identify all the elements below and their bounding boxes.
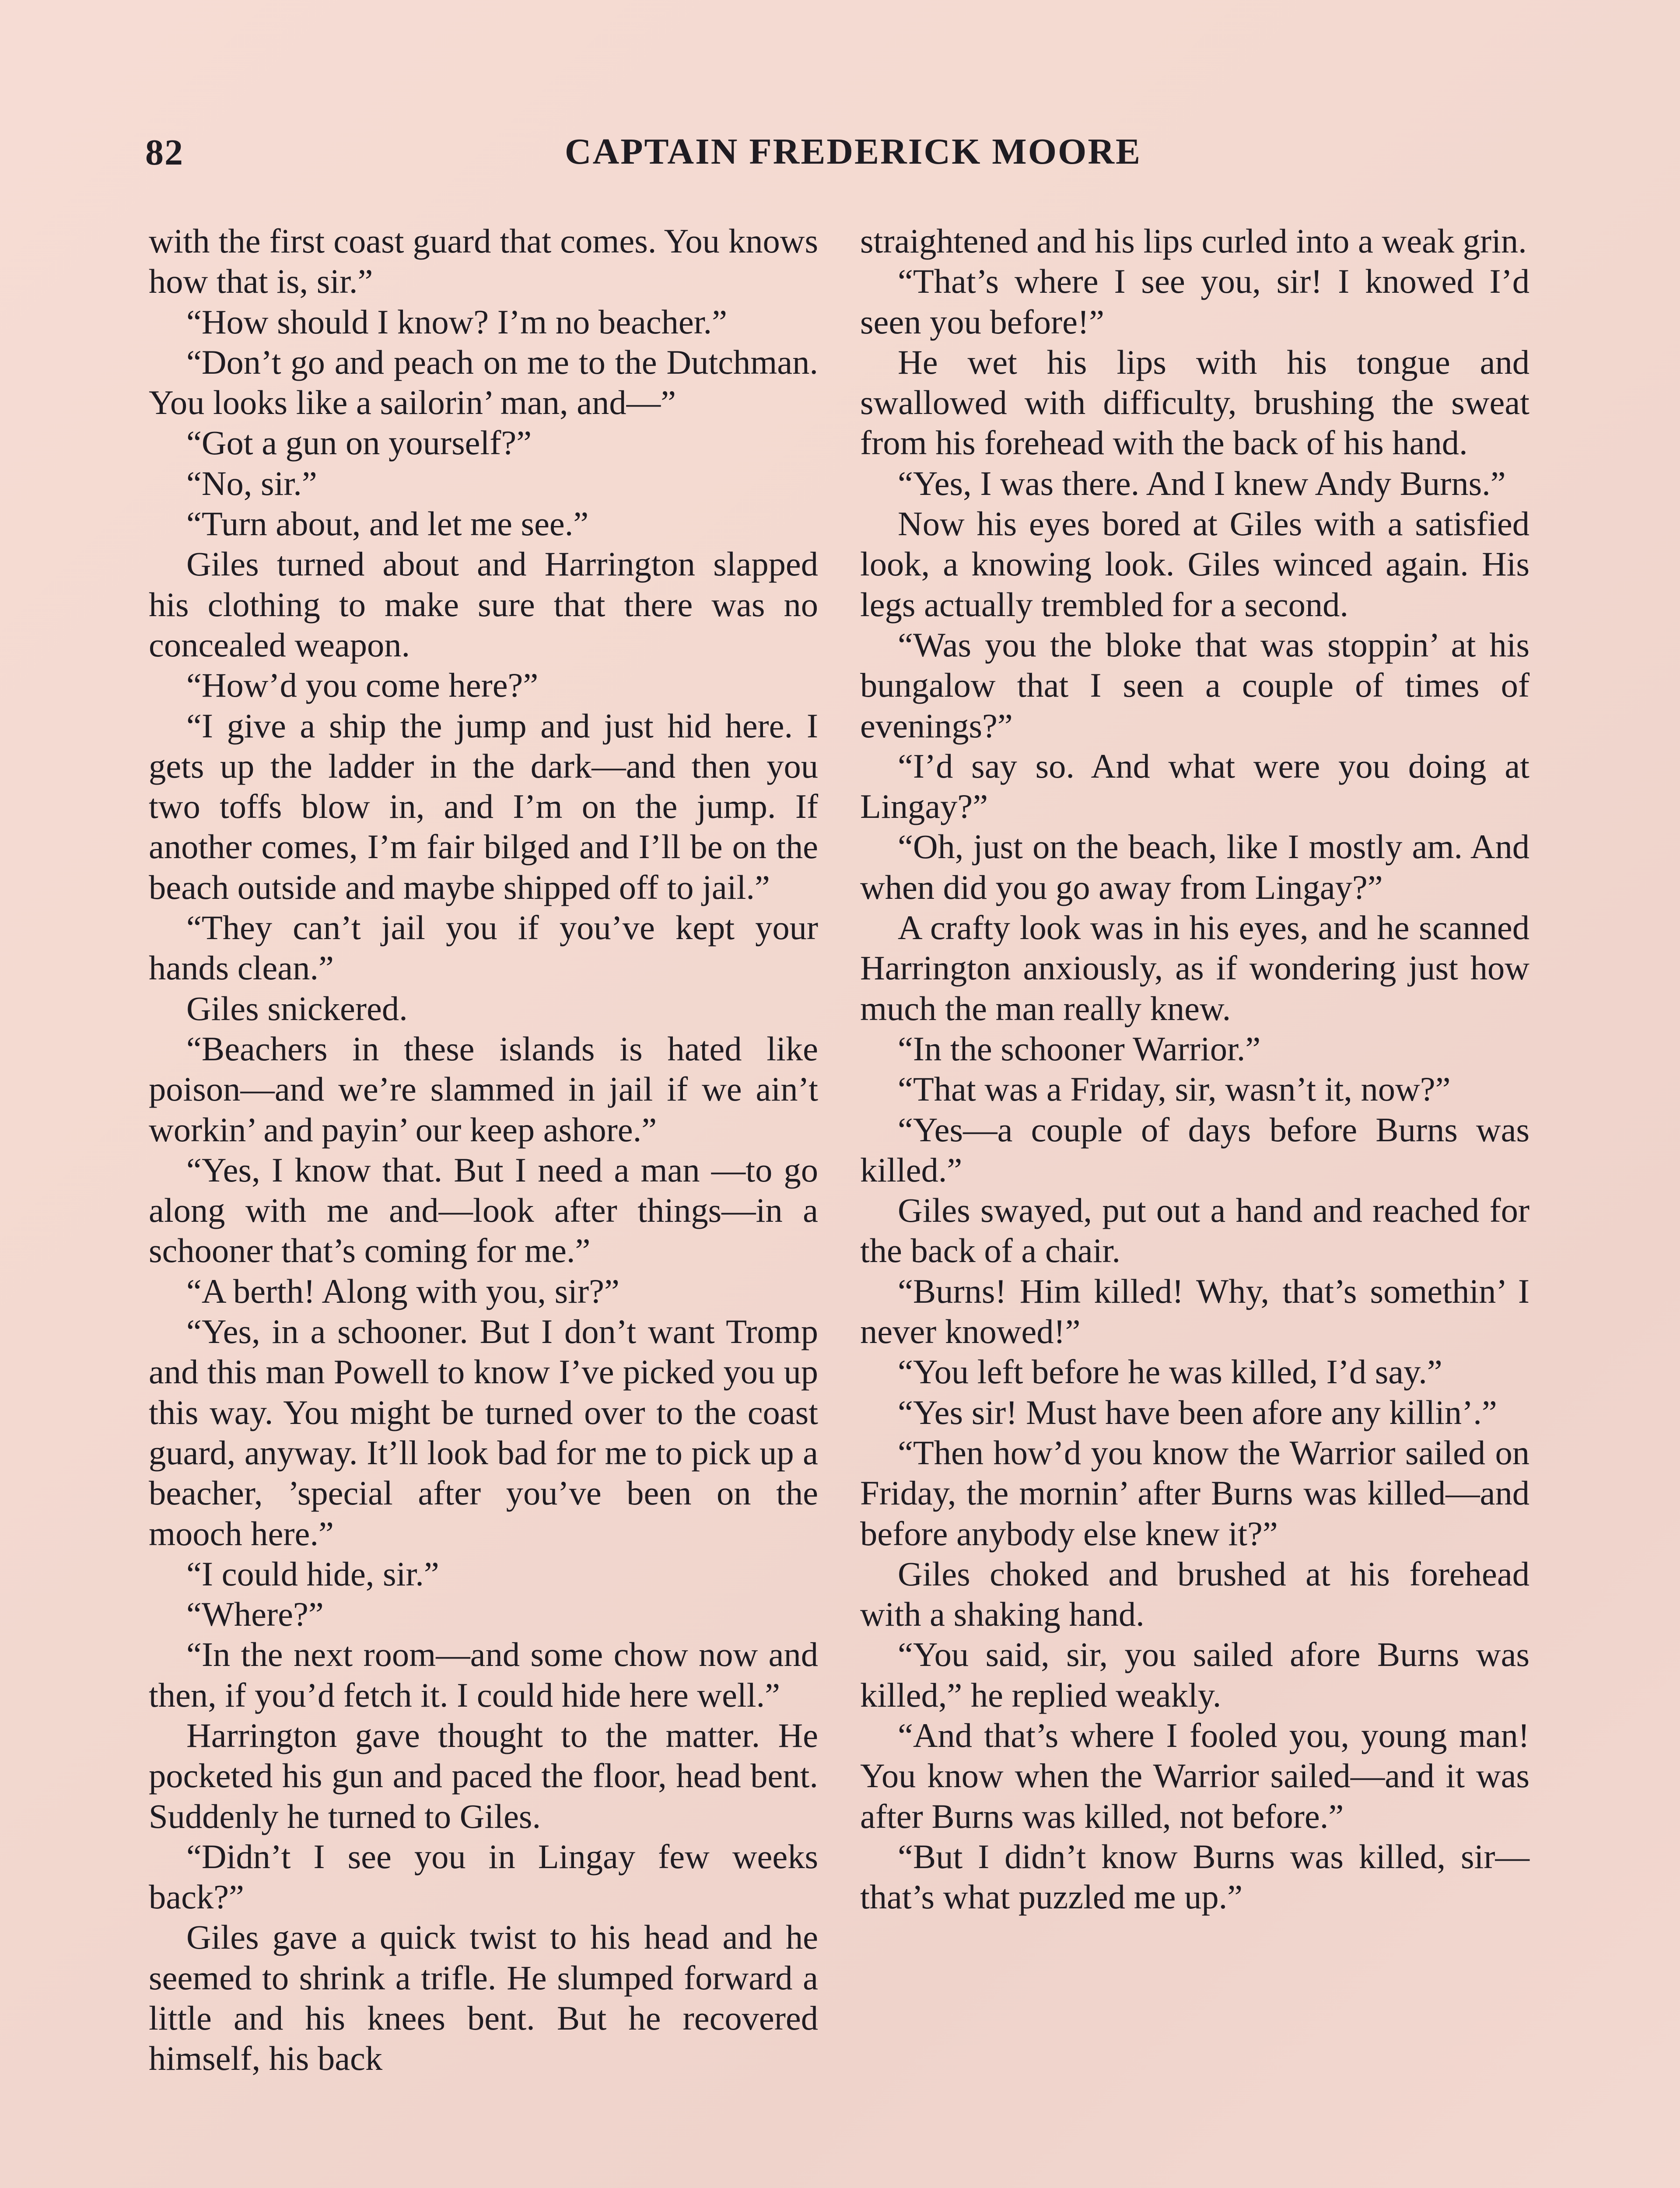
paragraph: “Got a gun on yourself?” [186,424,532,462]
page-number: 82 [145,132,184,173]
paragraph: “Didn’t I see you in Lingay few weeks back?” [149,1837,818,1916]
paragraph: “Yes sir! Must have been afore any killin’.” [898,1393,1497,1431]
paragraph: “You left before he was killed, I’d say.” [898,1353,1442,1391]
paragraph: “Don’t go and peach on me to the Dutchman. You looks like a sailorin’ man, and—” [149,343,818,422]
paragraph: “Yes, I know that. But I need a man —to go along with me and—look after things—in a schooner that’s coming for me.” [149,1150,818,1270]
left-text-column [149,221,818,2079]
paragraph: “A berth! Along with you, sir?” [186,1272,620,1310]
paragraph: “But I didn’t know Burns was killed, sir—that’s what puzzled me up.” [860,1837,1530,1916]
running-head: CAPTAIN FREDERICK MOORE [564,131,1142,172]
paragraph: Giles swayed, put out a hand and reached for the back of a chair. [860,1191,1530,1270]
paragraph: Giles gave a quick twist to his head and he seemed to shrink a trifle. He slumped forward a little and his knees bent. But he recovered himself, his back [149,1918,818,2078]
paragraph: “And that’s where I fooled you, young man! You know when the Warrior sailed—and it was after Burns was killed, not before.” [860,1716,1530,1835]
paragraph: “In the schooner Warrior.” [898,1029,1261,1068]
paragraph: “In the next room—and some chow now and then, if you’d fetch it. I could hide here well.” [149,1635,818,1714]
paragraph: “Was you the bloke that was stoppin’ at his bungalow that I seen a couple of times of evenings?” [860,625,1530,745]
paragraph: Giles turned about and Harrington slapped his clothing to make sure that there was no concealed weapon. [149,545,818,664]
paragraph: straightened and his lips curled into a weak grin. [860,222,1527,260]
paragraph: “How should I know? I’m no beacher.” [186,302,727,341]
paragraph: “Yes, in a schooner. But I don’t want Tromp and this man Powell to know I’ve picked you up this way. You might be turned over to the coast guard, anyway. It’ll look bad for me to pick up a beacher, ’special after you’ve been on the mooch here.” [149,1312,818,1553]
paragraph: A crafty look was in his eyes, and he scanned Harrington anxiously, as if wondering just how much the man really knew. [860,908,1530,1027]
paragraph: “Where?” [186,1595,324,1634]
paragraph: “That was a Friday, sir, wasn’t it, now?” [898,1070,1451,1108]
paragraph: “That’s where I see you, sir! I knowed I’d seen you before!” [860,262,1530,341]
paragraph: “Beachers in these islands is hated like poison—and we’re slammed in jail if we ain’t workin’ and payin’ our keep ashore.” [149,1029,818,1149]
paragraph: “I could hide, sir.” [186,1554,439,1593]
paragraph: “Turn about, and let me see.” [186,505,589,543]
paragraph: “They can’t jail you if you’ve kept your hands clean.” [149,908,818,987]
paragraph: He wet his lips with his tongue and swallowed with difficulty, brushing the sweat from his forehead with the back of his hand. [860,343,1530,462]
paragraph: “Oh, just on the beach, like I mostly am. And when did you go away from Lingay?” [860,828,1530,906]
paragraph: Giles choked and brushed at his forehead with a shaking hand. [860,1554,1530,1634]
paragraph: “Burns! Him killed! Why, that’s somethin’ I never knowed!” [860,1272,1530,1351]
paragraph: “You said, sir, you sailed afore Burns was killed,” he replied weakly. [860,1635,1530,1714]
paragraph: “Yes, I was there. And I knew Andy Burns.” [898,464,1506,502]
paragraph: “I’d say so. And what were you doing at Lingay?” [860,747,1530,826]
paragraph: with the first coast guard that comes. You knows how that is, sir.” [149,222,818,301]
paragraph: Now his eyes bored at Giles with a satisfied look, a knowing look. Giles winced again. His legs actually trembled for a second. [860,505,1530,624]
paragraph: Harrington gave thought to the matter. He pocketed his gun and paced the floor, head bent. Suddenly he turned to Giles. [149,1716,818,1835]
paragraph: “Then how’d you know the Warrior sailed on Friday, the mornin’ after Burns was killed—and before anybody else knew it?” [860,1433,1530,1553]
paragraph: Giles snickered. [186,989,408,1027]
paragraph: “No, sir.” [186,464,317,502]
right-text-column [860,221,1530,1917]
paragraph: “Yes—a couple of days before Burns was killed.” [860,1110,1530,1189]
paragraph: “I give a ship the jump and just hid here. I gets up the ladder in the dark—and then you two toffs blow in, and I’m on the jump. If another comes, I’m fair bilged and I’ll be on the beach outside and maybe shipped off to jail.” [149,706,818,906]
paragraph: “How’d you come here?” [186,666,539,705]
